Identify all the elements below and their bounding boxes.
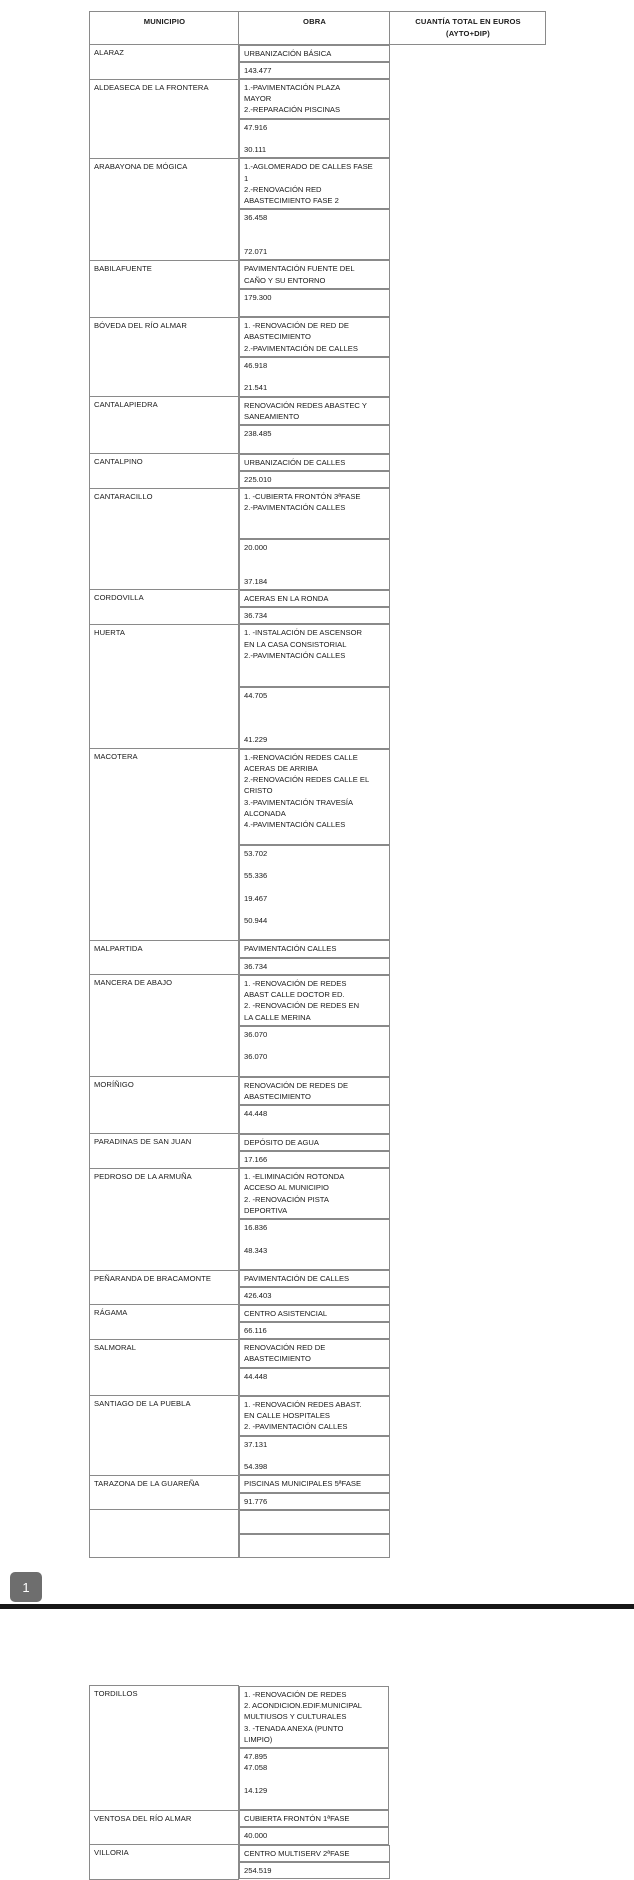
obra-line: LA CALLE MERINA [244,1012,311,1022]
cell-obra [239,940,390,957]
cell-municipio: BÓVEDA DEL RÍO ALMAR [90,317,239,396]
cell-cuantia [239,62,390,79]
obra-line: CRISTO [244,786,273,796]
obra-line: PAVIMENTACIÓN FUENTE DEL [244,264,355,274]
cell-cuantia [239,687,390,749]
cell-obra [239,1305,390,1322]
obra-line: 1. -INSTALACIÓN DE ASCENSOR [244,628,363,638]
obra-line: CENTRO MULTISERV 2ªFASE [244,1848,350,1858]
obra-line: ACCESO AL MUNICIPIO [244,1183,329,1193]
cuantia-line: 48.343 [244,1245,268,1255]
obra-line: 1. -RENOVACIÓN DE RED DE [244,321,349,331]
obra-line: DEPÓSITO DE AGUA [244,1137,319,1147]
cell-municipio: CANTALAPIEDRA [90,397,239,454]
cuantia-line: 37.131 [244,1439,268,1449]
cuantia-line: 44.705 [244,690,268,700]
cell-cuantia [239,289,390,317]
document-page-2 [0,1677,634,1879]
table-row [90,44,546,79]
cuantia-line: 41.229 [244,735,268,745]
table-row [90,1810,546,1844]
cuantia-line: 36.734 [244,611,268,621]
table-row [90,1134,546,1168]
cell-municipio: MALPARTIDA [90,940,239,974]
cuantia-line: 20.000 [244,542,268,552]
grants-table-page-1 [89,11,546,1558]
page-number-badge[interactable]: 1 [10,1572,42,1602]
cell-cuantia [239,1219,390,1270]
obra-line: 2.-RENOVACIÓN RED [244,184,322,194]
cell-municipio: ARABAYONA DE MÓGICA [90,158,239,260]
cell-cuantia [239,1534,390,1558]
cell-obra [239,1339,390,1367]
cuantia-line: 46.918 [244,360,268,370]
cell-cuantia [239,471,390,488]
cuantia-line: 72.071 [244,247,268,257]
cell-obra [239,1270,390,1287]
table-row [90,590,546,624]
obra-line: ABASTECIMIENTO [244,332,311,342]
cell-obra [239,1510,390,1534]
table-row [90,488,546,590]
obra-line: EN LA CASA CONSISTORIAL [244,639,347,649]
obra-line: 1.-PAVIMENTACIÓN PLAZA [244,83,341,92]
cell-obra [239,488,390,539]
cuantia-line: 254.519 [244,1865,272,1875]
page-top-margin [0,1609,634,1677]
obra-line: CENTRO ASISTENCIAL [244,1308,328,1318]
cuantia-line: 17.166 [244,1154,268,1164]
cuantia-line: 36.458 [244,213,268,223]
obra-line: PISCINAS MUNICIPALES 5ªFASE [244,1479,362,1489]
cell-cuantia [239,1368,390,1396]
obra-line: 2. -PAVIMENTACIÓN CALLES [244,1422,348,1432]
page-break-area [0,1558,634,1604]
table-row [90,1077,546,1134]
cuantia-line: 44.448 [244,1371,268,1381]
cell-obra [239,1475,390,1492]
cuantia-line: 19.467 [244,893,268,903]
obra-line: CAÑO Y SU ENTORNO [244,275,326,285]
obra-line: RENOVACIÓN DE REDES DE [244,1080,349,1090]
column-header-cuantia-line-1: CUANTÍA TOTAL EN EUROS [415,17,521,26]
cell-cuantia [239,1287,390,1304]
page-2-sheet [89,1685,545,1879]
cell-municipio: SANTIAGO DE LA PUEBLA [90,1396,239,1475]
cell-obra [239,260,390,288]
obra-line: 1 [244,173,249,183]
obra-line: MAYOR [244,94,272,104]
cell-obra [239,397,390,425]
cell-municipio: BABILAFUENTE [90,260,239,317]
table-row [90,158,546,260]
obra-line: 2. -RENOVACIÓN DE REDES EN [244,1001,360,1011]
obra-line: PAVIMENTACIÓN CALLES [244,944,337,954]
obra-line: 1. -ELIMINACIÓN ROTONDA [244,1172,345,1182]
cell-obra [239,1168,390,1219]
cell-municipio: MACOTERA [90,749,239,941]
obra-line: RENOVACIÓN REDES ABASTEC Y [244,400,367,410]
obra-line: DEPORTIVA [244,1205,288,1215]
cell-cuantia [239,1026,390,1077]
cuantia-line: 225.010 [244,474,272,484]
cell-municipio: PEÑARANDA DE BRACAMONTE [90,1270,239,1304]
obra-line: SANEAMIENTO [244,411,300,421]
table-row [90,940,546,974]
table-row [90,749,546,941]
obra-line: ABASTECIMIENTO [244,1354,311,1364]
obra-line: 2.-PAVIMENTACIÓN CALLES [244,650,346,660]
cuantia-line: 54.398 [244,1462,268,1472]
cuantia-line: 66.116 [244,1325,267,1335]
column-header-cuantia-line-2: (AYTO+DIP) [446,28,490,38]
cell-obra [239,1845,390,1862]
cuantia-line: 55.336 [244,871,268,881]
cell-municipio: CORDOVILLA [90,590,239,624]
cuantia-line: 36.070 [244,1052,268,1062]
table-row [90,79,546,158]
cuantia-line: 143.477 [244,65,272,75]
cell-municipio: SALMORAL [90,1339,239,1396]
cell-cuantia [239,1436,390,1476]
page-1-sheet [89,11,545,1558]
cell-municipio: MANCERA DE ABAJO [90,975,239,1077]
obra-line: ABASTECIMIENTO [244,1092,311,1102]
cuantia-line: 426.403 [244,1291,272,1301]
cuantia-line: 14.129 [244,1785,268,1795]
cell-cuantia [239,1105,390,1133]
cell-cuantia [239,539,390,590]
cell-municipio: CANTALPINO [90,454,239,488]
table-row [90,624,546,748]
table-row [90,260,546,317]
obra-line: ACERAS EN LA RONDA [244,593,329,603]
cell-obra [239,317,390,357]
obra-line: URBANIZACIÓN DE CALLES [244,457,346,467]
obra-line: ACERAS DE ARRIBA [244,763,318,773]
cuantia-line: 91.776 [244,1496,268,1506]
table-row [90,454,546,488]
table-row [90,1396,546,1475]
obra-line: 2. -RENOVACIÓN PISTA [244,1194,329,1204]
obra-line: 2.-RENOVACIÓN REDES CALLE EL [244,775,370,785]
cuantia-line: 21.541 [244,383,268,393]
obra-line: 1.-RENOVACIÓN REDES CALLE [244,752,358,762]
table-header [90,12,546,45]
table-body-page-1 [90,44,546,1558]
table-row [90,317,546,396]
obra-line: 2.-PAVIMENTACIÓN DE CALLES [244,343,358,353]
table-row [90,397,546,454]
cell-cuantia [239,845,390,941]
table-header-row [90,12,546,45]
cell-obra [239,1686,389,1748]
cuantia-line: 16.836 [244,1223,268,1233]
cell-obra [239,1077,390,1105]
obra-line: 1. -RENOVACIÓN REDES ABAST. [244,1399,362,1409]
cell-obra [239,975,390,1026]
cuantia-line: 53.702 [244,848,268,858]
cell-municipio: HUERTA [90,624,239,748]
obra-line: 4.-PAVIMENTACIÓN CALLES [244,820,346,830]
cell-municipio [90,1510,239,1558]
cell-municipio: VENTOSA DEL RÍO ALMAR [90,1810,239,1844]
table-row [90,1339,546,1396]
obra-line: EN CALLE HOSPITALES [244,1411,330,1421]
cuantia-line: 50.944 [244,916,268,925]
obra-line: ALCONADA [244,808,286,818]
cell-cuantia [239,1827,389,1844]
cell-obra [239,624,390,686]
cell-municipio: VILLORIA [90,1845,239,1879]
table-row [90,1845,546,1879]
table-row [90,975,546,1077]
grants-table-page-2 [89,1685,546,1879]
column-header-obra: OBRA [239,12,390,45]
obra-line: 1. -CUBIERTA FRONTÓN 3ªFASE [244,492,361,502]
obra-line: RENOVACIÓN RED DE [244,1343,326,1353]
obra-line: CUBIERTA FRONTÓN 1ªFASE [244,1814,350,1824]
cell-municipio: PARADINAS DE SAN JUAN [90,1134,239,1168]
obra-line: ABAST CALLE DOCTOR ED. [244,990,345,1000]
cell-cuantia [239,1322,390,1339]
obra-line: URBANIZACIÓN BÁSICA [244,48,332,58]
cuantia-line: 37.184 [244,576,268,586]
table-row [90,1270,546,1304]
column-header-cuantia [390,12,546,45]
table-row-empty [90,1510,546,1558]
cuantia-line: 238.485 [244,429,272,439]
obra-line: PAVIMENTACIÓN DE CALLES [244,1274,350,1284]
cell-obra [239,590,390,607]
cell-municipio: ALDEASECA DE LA FRONTERA [90,79,239,158]
cuantia-line: 44.448 [244,1109,268,1119]
obra-line: 1. -RENOVACIÓN DE REDES [244,978,347,988]
cell-municipio: CANTARACILLO [90,488,239,590]
table-row [90,1686,546,1810]
cell-municipio: RÁGAMA [90,1305,239,1339]
cell-municipio: MORÍÑIGO [90,1077,239,1134]
cell-obra [239,79,390,119]
cuantia-line: 30.111 [244,145,267,155]
cell-obra [239,749,390,845]
cuantia-line: 36.734 [244,961,268,971]
cell-cuantia [239,1748,389,1810]
cell-obra [239,1810,389,1827]
table-row [90,1305,546,1339]
cell-cuantia [239,209,390,260]
obra-line: 2.-PAVIMENTACIÓN CALLES [244,503,346,513]
cell-cuantia [239,119,390,159]
cell-obra [239,45,390,62]
obra-line: 1.-AGLOMERADO DE CALLES FASE [244,162,373,172]
cell-obra [239,1396,390,1436]
cuantia-line: 47.895 [244,1752,268,1762]
cell-municipio: ALARAZ [90,44,239,79]
cell-cuantia [239,425,390,453]
obra-line: 3.-PAVIMENTACIÓN TRAVESÍA [244,797,354,807]
cuantia-line: 36.070 [244,1029,268,1039]
cell-cuantia [239,1862,390,1879]
table-row [90,1475,546,1509]
table-row [90,1168,546,1270]
obra-line: 1. -RENOVACIÓN DE REDES [244,1689,347,1699]
table-body-page-2 [90,1686,546,1879]
cell-municipio: PEDROSO DE LA ARMUÑA [90,1168,239,1270]
cuantia-line: 47.916 [244,122,268,132]
cell-cuantia [239,357,390,397]
cell-cuantia [239,607,390,624]
obra-line: LIMPIO) [244,1734,273,1744]
obra-line: MULTIUSOS Y CULTURALES [244,1712,347,1722]
obra-line: 2. ACONDICION.EDIF.MUNICIPAL [244,1701,363,1711]
cell-cuantia [239,958,390,975]
obra-line: ABASTECIMIENTO FASE 2 [244,196,339,206]
obra-line: 3. -TENADA ANEXA (PUNTO [244,1723,344,1733]
cell-obra [239,1134,390,1151]
cell-cuantia [239,1493,390,1510]
cell-obra [239,158,390,209]
cuantia-line: 40.000 [244,1831,268,1841]
cell-municipio: TORDILLOS [90,1686,239,1810]
cell-obra [239,454,390,471]
cuantia-line: 47.058 [244,1763,268,1773]
cuantia-line: 179.300 [244,292,272,302]
column-header-municipio: MUNICIPIO [90,12,239,45]
cell-cuantia [239,1151,390,1168]
obra-line: 2.-REPARACIÓN PISCINAS [244,105,341,115]
cell-municipio: TARAZONA DE LA GUAREÑA [90,1475,239,1509]
